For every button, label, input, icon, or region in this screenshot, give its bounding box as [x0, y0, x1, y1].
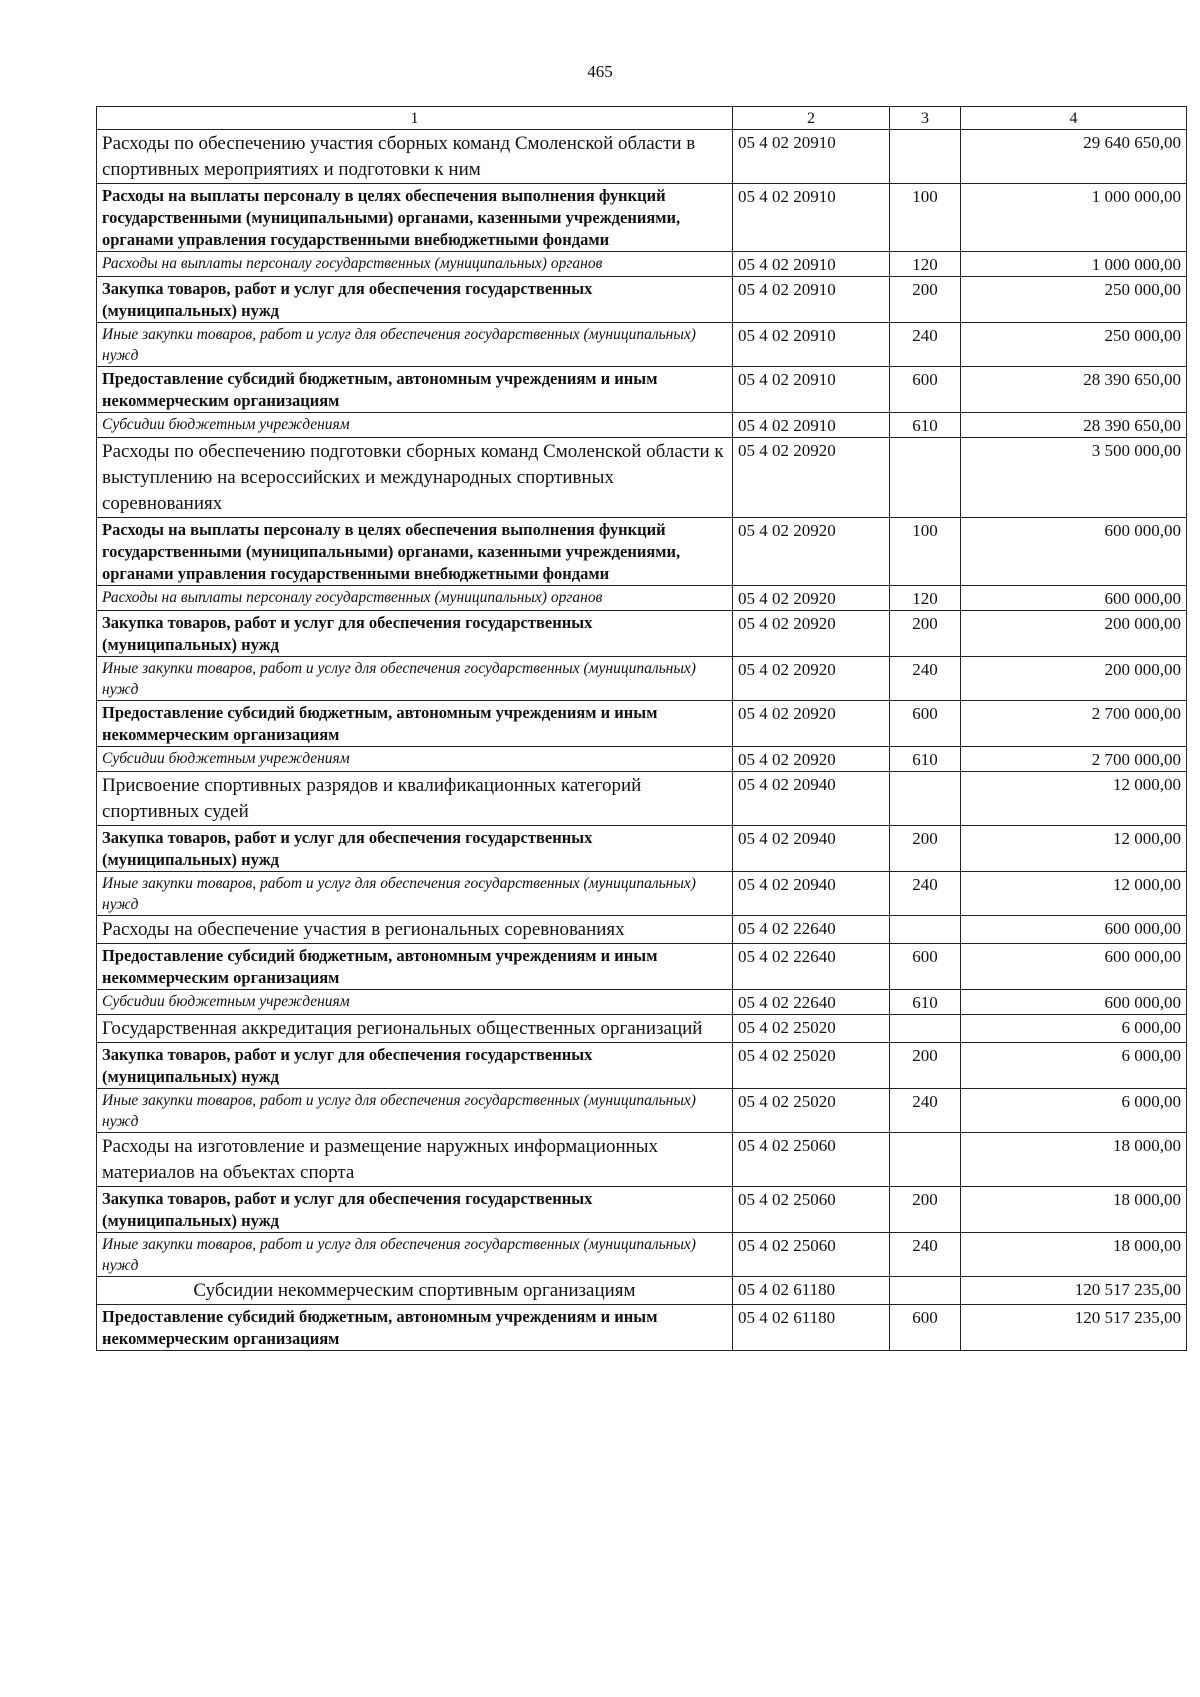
expense-type-cell	[890, 1015, 961, 1043]
header-col-3: 3	[890, 107, 961, 130]
expense-type-cell: 200	[890, 1043, 961, 1089]
target-code-cell: 05 4 02 20910	[733, 277, 890, 323]
target-code-cell: 05 4 02 22640	[733, 916, 890, 944]
expense-type-cell: 600	[890, 1305, 961, 1351]
amount-cell: 600 000,00	[961, 944, 1187, 990]
table-row	[97, 872, 1187, 916]
table-row	[97, 1133, 1187, 1187]
amount-cell: 250 000,00	[961, 323, 1187, 367]
target-code-cell: 05 4 02 20910	[733, 130, 890, 184]
expense-name-cell: Закупка товаров, работ и услуг для обеспечения государственных (муниципальных) нужд	[97, 1043, 733, 1089]
expense-type-cell: 200	[890, 826, 961, 872]
expense-type-cell: 240	[890, 323, 961, 367]
expense-type-cell: 610	[890, 990, 961, 1015]
expense-name-cell: Закупка товаров, работ и услуг для обеспечения государственных (муниципальных) нужд	[97, 1187, 733, 1233]
expense-type-cell: 200	[890, 277, 961, 323]
amount-cell: 3 500 000,00	[961, 438, 1187, 518]
expense-type-cell: 100	[890, 184, 961, 252]
amount-cell: 18 000,00	[961, 1133, 1187, 1187]
expense-name-cell: Государственная аккредитация региональных общественных организаций	[97, 1015, 733, 1043]
target-code-cell: 05 4 02 20940	[733, 826, 890, 872]
expense-name-cell: Субсидии бюджетным учреждениям	[97, 413, 733, 438]
expense-name-cell: Расходы на выплаты персоналу в целях обеспечения выполнения функций государственными (муниципальными) органами, казенными учреждениями, органами управления государственными внебюджетными фондами	[97, 184, 733, 252]
amount-cell: 2 700 000,00	[961, 701, 1187, 747]
table-row	[97, 1043, 1187, 1089]
target-code-cell: 05 4 02 20940	[733, 872, 890, 916]
expense-name-cell: Предоставление субсидий бюджетным, автономным учреждениям и иным некоммерческим организациям	[97, 1305, 733, 1351]
target-code-cell: 05 4 02 20920	[733, 657, 890, 701]
expense-name-cell: Расходы по обеспечению подготовки сборных команд Смоленской области к выступлению на всероссийских и международных спортивных соревнованиях	[97, 438, 733, 518]
header-col-1: 1	[97, 107, 733, 130]
expense-type-cell: 240	[890, 657, 961, 701]
expense-name-cell: Иные закупки товаров, работ и услуг для обеспечения государственных (муниципальных) нужд	[97, 657, 733, 701]
budget-table	[96, 106, 1187, 1351]
amount-cell: 200 000,00	[961, 657, 1187, 701]
table-row	[97, 252, 1187, 277]
table-row	[97, 1015, 1187, 1043]
expense-type-cell	[890, 1133, 961, 1187]
target-code-cell: 05 4 02 20910	[733, 184, 890, 252]
table-row	[97, 130, 1187, 184]
expense-name-cell: Расходы по обеспечению участия сборных команд Смоленской области в спортивных мероприятиях и подготовки к ним	[97, 130, 733, 184]
table-row	[97, 518, 1187, 586]
expense-name-cell: Иные закупки товаров, работ и услуг для обеспечения государственных (муниципальных) нужд	[97, 872, 733, 916]
expense-name-cell: Субсидии бюджетным учреждениям	[97, 990, 733, 1015]
expense-name-cell: Расходы на изготовление и размещение наружных информационных материалов на объектах спорта	[97, 1133, 733, 1187]
target-code-cell: 05 4 02 22640	[733, 944, 890, 990]
expense-type-cell: 610	[890, 747, 961, 772]
header-col-4: 4	[961, 107, 1187, 130]
table-row	[97, 747, 1187, 772]
target-code-cell: 05 4 02 22640	[733, 990, 890, 1015]
amount-cell: 29 640 650,00	[961, 130, 1187, 184]
amount-cell: 1 000 000,00	[961, 252, 1187, 277]
expense-type-cell: 240	[890, 1089, 961, 1133]
table-row	[97, 184, 1187, 252]
expense-type-cell: 240	[890, 872, 961, 916]
target-code-cell: 05 4 02 25060	[733, 1187, 890, 1233]
table-row	[97, 916, 1187, 944]
expense-type-cell	[890, 772, 961, 826]
table-row	[97, 277, 1187, 323]
amount-cell: 120 517 235,00	[961, 1305, 1187, 1351]
amount-cell: 600 000,00	[961, 916, 1187, 944]
table-row	[97, 367, 1187, 413]
expense-type-cell: 200	[890, 1187, 961, 1233]
budget-table-body	[97, 107, 1187, 1351]
expense-name-cell: Иные закупки товаров, работ и услуг для обеспечения государственных (муниципальных) нужд	[97, 1089, 733, 1133]
amount-cell: 120 517 235,00	[961, 1277, 1187, 1305]
target-code-cell: 05 4 02 20920	[733, 518, 890, 586]
expense-type-cell	[890, 130, 961, 184]
amount-cell: 12 000,00	[961, 826, 1187, 872]
amount-cell: 6 000,00	[961, 1043, 1187, 1089]
expense-type-cell: 600	[890, 701, 961, 747]
target-code-cell: 05 4 02 25060	[733, 1133, 890, 1187]
expense-name-cell: Предоставление субсидий бюджетным, автономным учреждениям и иным некоммерческим организациям	[97, 367, 733, 413]
amount-cell: 600 000,00	[961, 586, 1187, 611]
target-code-cell: 05 4 02 25020	[733, 1015, 890, 1043]
amount-cell: 6 000,00	[961, 1089, 1187, 1133]
table-row	[97, 1305, 1187, 1351]
amount-cell: 1 000 000,00	[961, 184, 1187, 252]
target-code-cell: 05 4 02 20920	[733, 611, 890, 657]
expense-type-cell: 200	[890, 611, 961, 657]
target-code-cell: 05 4 02 20910	[733, 367, 890, 413]
table-row	[97, 413, 1187, 438]
amount-cell: 6 000,00	[961, 1015, 1187, 1043]
target-code-cell: 05 4 02 61180	[733, 1305, 890, 1351]
table-row	[97, 611, 1187, 657]
expense-name-cell: Закупка товаров, работ и услуг для обеспечения государственных (муниципальных) нужд	[97, 826, 733, 872]
table-row	[97, 586, 1187, 611]
target-code-cell: 05 4 02 25020	[733, 1089, 890, 1133]
table-row	[97, 701, 1187, 747]
target-code-cell: 05 4 02 25020	[733, 1043, 890, 1089]
amount-cell: 18 000,00	[961, 1233, 1187, 1277]
target-code-cell: 05 4 02 20910	[733, 413, 890, 438]
expense-name-cell: Расходы на выплаты персоналу в целях обеспечения выполнения функций государственными (муниципальными) органами, казенными учреждениями, органами управления государственными внебюджетными фондами	[97, 518, 733, 586]
table-row	[97, 990, 1187, 1015]
expense-type-cell: 240	[890, 1233, 961, 1277]
target-code-cell: 05 4 02 20910	[733, 323, 890, 367]
expense-name-cell: Закупка товаров, работ и услуг для обеспечения государственных (муниципальных) нужд	[97, 611, 733, 657]
table-row	[97, 323, 1187, 367]
table-row	[97, 1277, 1187, 1305]
expense-name-cell: Предоставление субсидий бюджетным, автономным учреждениям и иным некоммерческим организациям	[97, 701, 733, 747]
expense-type-cell: 600	[890, 367, 961, 413]
target-code-cell: 05 4 02 25060	[733, 1233, 890, 1277]
target-code-cell: 05 4 02 20910	[733, 252, 890, 277]
expense-name-cell: Иные закупки товаров, работ и услуг для обеспечения государственных (муниципальных) нужд	[97, 1233, 733, 1277]
expense-type-cell	[890, 1277, 961, 1305]
page-number: 465	[587, 62, 613, 81]
amount-cell: 600 000,00	[961, 990, 1187, 1015]
expense-type-cell	[890, 916, 961, 944]
table-row	[97, 657, 1187, 701]
expense-name-cell: Иные закупки товаров, работ и услуг для обеспечения государственных (муниципальных) нужд	[97, 323, 733, 367]
amount-cell: 250 000,00	[961, 277, 1187, 323]
amount-cell: 28 390 650,00	[961, 413, 1187, 438]
table-row	[97, 1187, 1187, 1233]
amount-cell: 600 000,00	[961, 518, 1187, 586]
target-code-cell: 05 4 02 20920	[733, 586, 890, 611]
expense-name-cell: Предоставление субсидий бюджетным, автономным учреждениям и иным некоммерческим организациям	[97, 944, 733, 990]
amount-cell: 200 000,00	[961, 611, 1187, 657]
table-row	[97, 826, 1187, 872]
table-row	[97, 772, 1187, 826]
expense-type-cell: 120	[890, 586, 961, 611]
table-row	[97, 944, 1187, 990]
expense-type-cell	[890, 438, 961, 518]
table-row	[97, 1089, 1187, 1133]
table-row	[97, 1233, 1187, 1277]
expense-type-cell: 600	[890, 944, 961, 990]
expense-name-cell: Закупка товаров, работ и услуг для обеспечения государственных (муниципальных) нужд	[97, 277, 733, 323]
expense-type-cell: 100	[890, 518, 961, 586]
amount-cell: 28 390 650,00	[961, 367, 1187, 413]
expense-name-cell: Расходы на выплаты персоналу государственных (муниципальных) органов	[97, 586, 733, 611]
table-header-row	[97, 107, 1187, 130]
header-col-2: 2	[733, 107, 890, 130]
expense-type-cell: 610	[890, 413, 961, 438]
target-code-cell: 05 4 02 20920	[733, 747, 890, 772]
expense-name-cell: Субсидии бюджетным учреждениям	[97, 747, 733, 772]
target-code-cell: 05 4 02 20920	[733, 438, 890, 518]
expense-name-cell: Расходы на обеспечение участия в региональных соревнованиях	[97, 916, 733, 944]
amount-cell: 18 000,00	[961, 1187, 1187, 1233]
target-code-cell: 05 4 02 20940	[733, 772, 890, 826]
expense-name-cell: Субсидии некоммерческим спортивным организациям	[97, 1277, 733, 1305]
expense-type-cell: 120	[890, 252, 961, 277]
target-code-cell: 05 4 02 20920	[733, 701, 890, 747]
amount-cell: 12 000,00	[961, 872, 1187, 916]
table-row	[97, 438, 1187, 518]
expense-name-cell: Расходы на выплаты персоналу государственных (муниципальных) органов	[97, 252, 733, 277]
amount-cell: 12 000,00	[961, 772, 1187, 826]
expense-name-cell: Присвоение спортивных разрядов и квалификационных категорий спортивных судей	[97, 772, 733, 826]
amount-cell: 2 700 000,00	[961, 747, 1187, 772]
target-code-cell: 05 4 02 61180	[733, 1277, 890, 1305]
